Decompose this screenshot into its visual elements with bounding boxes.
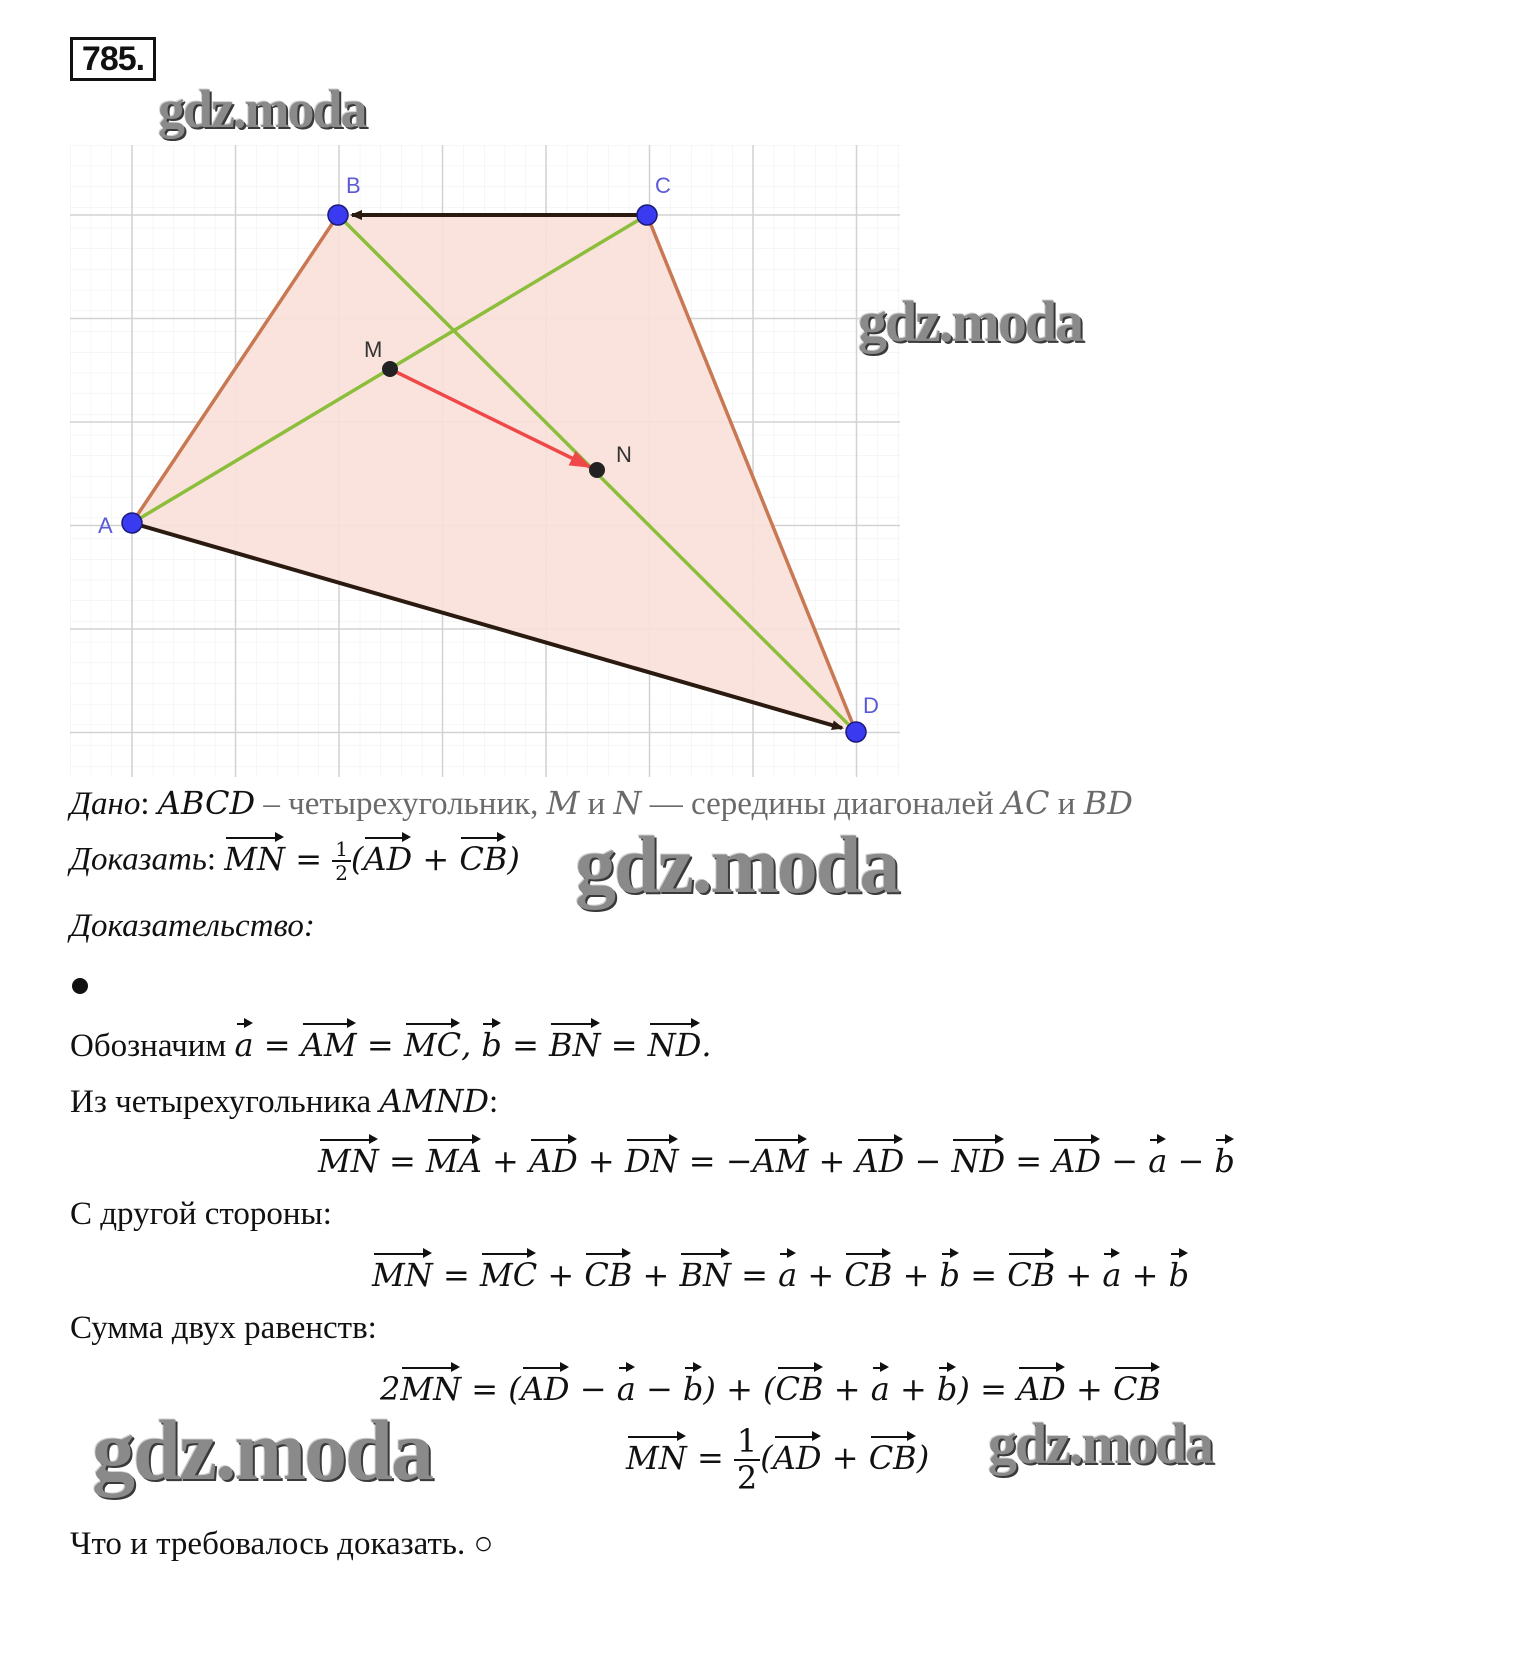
watermark: gdz.moda	[158, 79, 366, 139]
other-side-line: С другой стороны:	[70, 1196, 332, 1232]
equation-4: MN = $\frac{1}{2}$ (AD + CB)	[626, 1422, 930, 1498]
watermark: gdz.moda	[858, 289, 1083, 354]
point-m	[382, 361, 398, 377]
vec-cb: CB	[459, 839, 508, 878]
problem-number: 785.	[70, 37, 156, 81]
label-b: B	[346, 173, 361, 198]
denote-line: Обозначим a = AM = MC, b = BN = ND.	[70, 1026, 712, 1064]
given-label: Дано	[70, 786, 141, 822]
label-c: C	[655, 173, 671, 198]
given-midpoints: — середины диагоналей	[641, 786, 1002, 822]
watermark: gdz.moda	[575, 819, 899, 910]
vec-mn: MN	[224, 839, 286, 878]
point-n	[589, 462, 605, 478]
point-c	[637, 205, 657, 225]
label-n: N	[616, 442, 632, 467]
watermark: gdz.moda	[988, 1411, 1213, 1476]
given-bd: BD	[1083, 784, 1133, 822]
point-d	[846, 722, 866, 742]
prove-label: Доказать	[70, 841, 207, 878]
bullet	[72, 978, 88, 994]
prove-line: Доказать: MN = $\frac{1}{2}$ (AD + CB)	[70, 837, 520, 885]
label-m: M	[364, 337, 383, 362]
label-a: A	[98, 513, 113, 538]
from-quad-line: Из четырехугольника AMND:	[70, 1082, 499, 1120]
vec-ad: AD	[363, 839, 413, 878]
sum-label-line: Сумма двух равенств:	[70, 1310, 377, 1346]
given-ac: AC	[1001, 784, 1050, 822]
qed-line: Что и требовалось доказать. ○	[70, 1526, 494, 1562]
equation-1: MN = MA + AD + DN = −AM + AD − ND = AD − a − b	[318, 1142, 1235, 1180]
given-text: – четырехугольник,	[255, 786, 547, 822]
given-m: M	[546, 784, 580, 822]
watermark: gdz.moda	[92, 1402, 432, 1498]
given-quad: ABCD	[157, 784, 256, 822]
given-n: N	[613, 784, 642, 822]
given-and: и	[579, 786, 614, 822]
point-b	[328, 205, 348, 225]
proof-label: Доказательство:	[70, 908, 315, 944]
label-d: D	[863, 693, 879, 718]
equation-3: 2MN = (AD − a − b) + (CB + a + b) = AD + CB	[380, 1370, 1161, 1408]
geometry-figure	[70, 145, 900, 777]
given-and2: и	[1049, 786, 1084, 822]
point-a	[122, 513, 142, 533]
equation-2: MN = MC + CB + BN = a + CB + b = CB + a + b	[372, 1256, 1190, 1294]
given-line: Дано: ABCD – четырехугольник, M и N — середины диагоналей AC и BD	[70, 784, 1133, 822]
